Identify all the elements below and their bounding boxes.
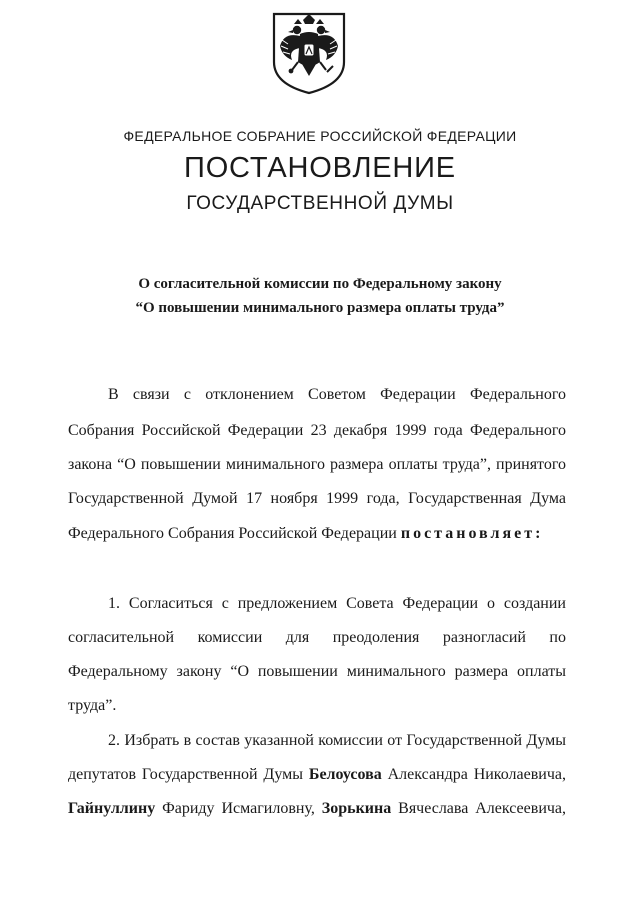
item1-line-3: Федеральному закону “О повышении минимального размера оплаты xyxy=(68,663,566,680)
item2-line-3 xyxy=(68,799,566,819)
deputy-surname-belousov: Белоусова xyxy=(308,766,382,783)
deputy-names-belousov: Александра Николаевича, xyxy=(387,766,567,783)
document-title-line-1: О согласительной комиссии по Федеральному закону xyxy=(138,276,502,292)
state-emblem-icon xyxy=(270,10,348,96)
preamble-line-3: закона “О повышении минимального размера оплаты труда”, принятого xyxy=(68,456,566,473)
item1-line-1: 1. Согласиться с предложением Совета Федерации о создании xyxy=(108,595,566,612)
preamble-line-5-text: Федерального Собрания Российской Федерации xyxy=(68,525,397,542)
item1-line-2: согласительной комиссии для преодоления разногласий по xyxy=(68,629,566,646)
document-type-heading: ПОСТАНОВЛЕНИЕ xyxy=(184,152,456,184)
item2-line-2-prefix: депутатов Государственной Думы xyxy=(68,766,303,783)
deputy-surname-zorkin: Зорькина xyxy=(321,800,392,817)
federal-assembly-heading: ФЕДЕРАЛЬНОЕ СОБРАНИЕ РОССИЙСКОЙ ФЕДЕРАЦИИ xyxy=(123,128,517,144)
preamble-line-2: Собрания Российской Федерации 23 декабря 1999 года Федерального xyxy=(68,422,566,439)
deputy-names-zorkin: Вячеслава Алексеевича, xyxy=(398,800,567,817)
deputy-names-gainullina: Фариду Исмагиловну, xyxy=(162,800,315,817)
decree-word: постановляет: xyxy=(400,525,544,542)
item1-line-4: труда”. xyxy=(68,697,117,714)
preamble-line-1: В связи с отклонением Советом Федерации Федерального xyxy=(108,386,566,403)
preamble-line-4: Государственной Думой 17 ноября 1999 года, Государственная Дума xyxy=(68,490,566,507)
item2-line-1: 2. Избрать в состав указанной комиссии от Государственной Думы xyxy=(108,732,566,749)
deputy-surname-gainullina: Гайнуллину xyxy=(68,800,156,817)
preamble-line-5 xyxy=(68,524,566,544)
issuer-heading: ГОСУДАРСТВЕННОЙ ДУМЫ xyxy=(186,193,454,214)
document-title-line-2: “О повышении минимального размера оплаты труда” xyxy=(135,300,505,316)
item2-line-2 xyxy=(68,765,566,785)
